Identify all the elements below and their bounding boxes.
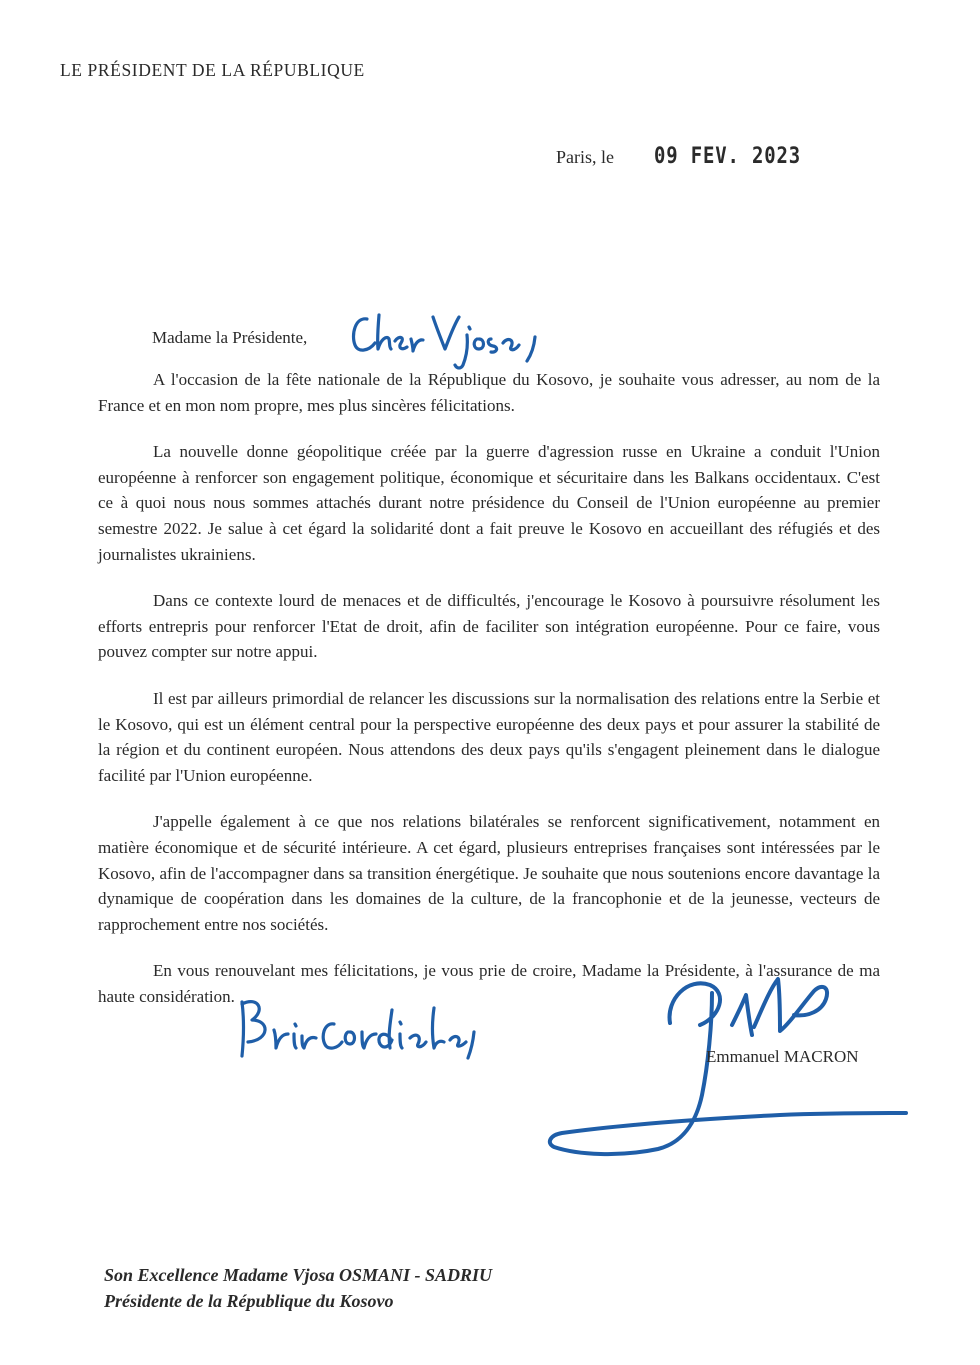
dateline-place: Paris, le [556,147,614,167]
salutation: Madame la Présidente, [152,328,308,347]
recipient-block [104,1262,492,1314]
signatory-name: Emmanuel MACRON [706,1047,859,1066]
paragraph-2: La nouvelle donne géopolitique créée par la guerre d'agression russe en Ukraine a conduit l'Union européenne à renforcer son engagement politique, économique et sécuritaire dans les Balkans occidentaux. C'est ce à quoi nous nous sommes attachés durant notre présidence du Conseil de l'Union européenne au premier semestre 2022. Je salue à cet égard la solidarité dont a fait preuve le Kosovo en accueillant des réfugiés et des journalistes ukrainiens. [98,442,880,564]
paragraph-3: Dans ce contexte lourd de menaces et de difficultés, j'encourage le Kosovo à poursuivre résolument les efforts entrepris pour renforcer l'Etat de droit, afin de faciliter son intégration européenne. Pour ce faire, vous pouvez compter sur notre appui. [98,591,880,662]
handwritten-closing [230,990,480,1070]
dateline [556,144,825,169]
paragraph-5: J'appelle également à ce que nos relations bilatérales se renforcent significativement, notamment en matière économique et de sécurité intérieure. A cet égard, plusieurs entreprises françaises sont intéressées par le Kosovo, afin de l'accompagner dans sa transition énergétique. Je souhaite que nous soutenions encore davantage la dynamique de coopération dans les domaines de la culture, de la francophonie et de la jeunesse, vecteurs de rapprochement entre nos sociétés. [98,812,880,934]
paragraph-4: Il est par ailleurs primordial de relancer les discussions sur la normalisation des relations entre la Serbie et le Kosovo, qui est un élément central pour la perspective européenne des deux pays et pour assurer la stabilité de la région et du continent européen. Nous attendons des deux pays qu'ils s'engagent pleinement dans le dialogue facilité par l'Union européenne. [98,688,880,785]
letter-body [98,367,880,1030]
handwritten-salutation [345,305,545,375]
paragraph-6: En vous renouvelant mes félicitations, je vous prie de croire, Madame la Présidente, à l'assurance de ma haute considération. [98,961,880,1006]
date-stamp: 09 FEV. 2023 [654,144,802,169]
recipient-line-2: Présidente de la République du Kosovo [104,1291,394,1311]
recipient-line-1: Son Excellence Madame Vjosa OSMANI - SADRIU [104,1265,493,1285]
letterhead: LE PRÉSIDENT DE LA RÉPUBLIQUE [60,60,365,80]
paragraph-1: A l'occasion de la fête nationale de la République du Kosovo, je souhaite vous adresser, au nom de la France et en mon nom propre, mes plus sincères félicitations. [98,370,880,415]
